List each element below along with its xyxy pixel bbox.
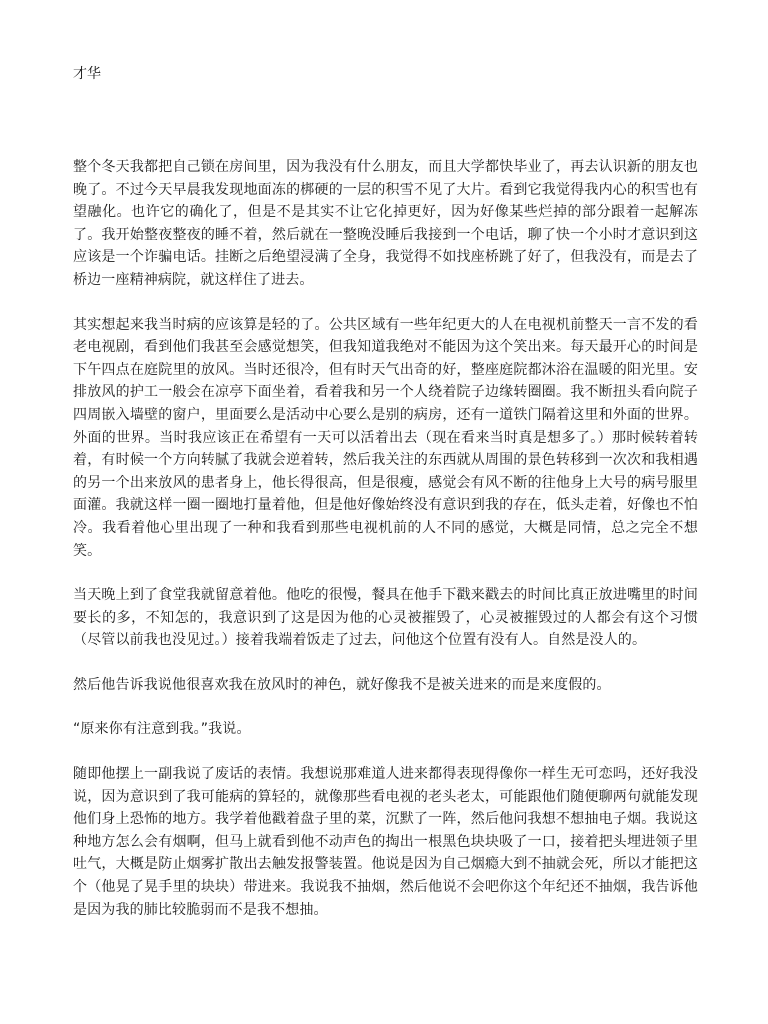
paragraph: 然后他告诉我说他很喜欢我在放风时的神色，就好像我不是被关进来的而是来度假的。 <box>73 676 611 693</box>
paragraph: 其实想起来我当时病的应该算是轻的了。公共区域有一些年纪更大的人在电视机前整天一言不发的看老电视剧，看到他们我甚至会感觉想笑，但我知道我绝对不能因为这个笑出来。每天最开心的时间是下午四点在庭院里的放风。当时还很冷，但有时天气出奇的好，整座庭院都沐浴在温暖的阳光里。安排放风的护工一般会在凉亭下面坐着，看着我和另一个人绕着院子边缘转圈圈。我不断扭头看向院子四周嵌入墙壁的窗户，里面要么是活动中心要么是别的病房，还有一道铁门隔着这里和外面的世界。外面的世界。当时我应该正在希望有一天可以活着出去（现在看来当时真是想多了。）那时候转着转着，有时候一个方向转腻了我就会逆着转，然后我关注的东西就从周围的景色转移到一次次和我相遇的另一个出来放风的患者身上，他长得很高，但是很瘦，感觉会有风不断的往他身上大号的病号服里面灌。我就这样一圈一圈地打量着他，但是他好像始终没有意识到我的存在，低头走着，好像也不怕冷。我看着他心里出现了一种和我看到那些电视机前的人不同的感觉，大概是同情，总之完全不想笑。 <box>73 316 698 559</box>
title-spacer <box>73 86 698 156</box>
paragraph: 当天晚上到了食堂我就留意着他。他吃的很慢，餐具在他手下戳来戳去的时间比真正放进嘴里的时间要长的多，不知怎的，我意识到了这是因为他的心灵被摧毁了，心灵被摧毁过的人都会有这个习惯（尽管以前我也没见过。）接着我端着饭走了过去，问他这个位置有没有人。自然是没人的。 <box>73 587 698 649</box>
paragraph: 随即他摆上一副我说了废话的表情。我想说那难道人进来都得表现得像你一样生无可恋吗，还好我没说，因为意识到了我可能病的算轻的，就像那些看电视的老头老太，可能跟他们随便聊两句就能发现他们身上恐怖的地方。我学着他戳着盘子里的菜，沉默了一阵，然后他问我想不想抽电子烟。我说这种地方怎么会有烟啊，但马上就看到他不动声色的掏出一根黑色块块吸了一口，接着把头埋进领子里吐气，大概是防止烟雾扩散出去触发报警装置。他说是因为自己烟瘾大到不抽就会死，所以才能把这个（他晃了晃手里的块块）带进来。我说我不抽烟，然后他说不会吧你这个年纪还不抽烟，我告诉他是因为我的肺比较脆弱而不是我不想抽。 <box>73 766 698 918</box>
paragraph: “原来你有注意到我。”我说。 <box>73 721 251 738</box>
paragraph: 整个冬天我都把自己锁在房间里，因为我没有什么朋友，而且大学都快毕业了，再去认识新的朋友也晚了。不过今天早晨我发现地面冻的梆硬的一层的积雪不见了大片。看到它我觉得我内心的积雪也有望融化。也许它的确化了，但是不是其实不让它化掉更好，因为好像某些烂掉的部分跟着一起解冻了。我开始整夜整夜的睡不着，然后就在一整晚没睡后我接到一个电话，聊了快一个小时才意识到这应该是一个诈骗电话。挂断之后绝望浸满了全身，我觉得不如找座桥跳了好了，但我没有，而是去了桥边一座精神病院，就这样住了进去。 <box>73 159 698 288</box>
document-title: 才华 <box>73 66 101 82</box>
